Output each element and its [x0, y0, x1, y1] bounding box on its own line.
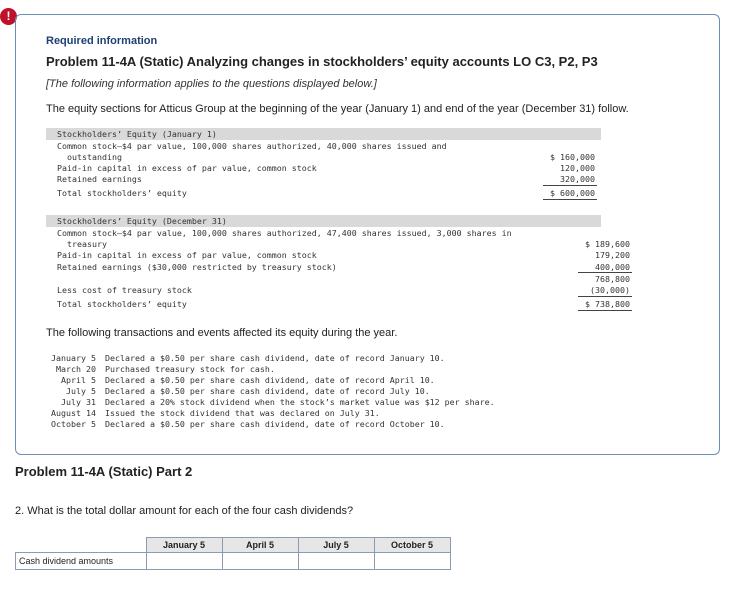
- jan-double-rule: [543, 199, 597, 200]
- jan-retained-label: Retained earnings: [57, 174, 142, 184]
- dec-total-rule: [578, 296, 632, 297]
- answer-table: [15, 537, 451, 570]
- answer-cell-jan5: [146, 553, 222, 570]
- dec-treasury-value: (30,000): [590, 285, 630, 295]
- col-header-jul5: July 5: [298, 538, 374, 553]
- dec-retained-value: 400,000: [595, 262, 630, 272]
- required-info-label: Required information: [46, 35, 158, 47]
- transaction-text: Purchased treasury stock for cash.: [105, 364, 275, 374]
- dec-common-value: $ 189,600: [585, 239, 630, 249]
- transaction-date: July 5: [66, 386, 96, 396]
- jan-total-label: Total stockholders’ equity: [57, 188, 187, 198]
- transaction-text: Declared a $0.50 per share cash dividend, date of record October 10.: [105, 419, 445, 429]
- alert-icon: !: [0, 8, 17, 25]
- question-text: 2. What is the total dollar amount for each of the four cash dividends?: [15, 505, 354, 517]
- dec-paid-in-value: 179,200: [595, 250, 630, 260]
- transaction-date: August 14: [51, 408, 96, 418]
- input-jul5[interactable]: [299, 553, 374, 569]
- answer-cell-oct5: [374, 553, 450, 570]
- dec-retained-label: Retained earnings ($30,000 restricted by treasury stock): [57, 262, 337, 272]
- dec-paid-in-label: Paid-in capital in excess of par value, common stock: [57, 250, 317, 260]
- input-apr5[interactable]: [223, 553, 298, 569]
- row-label-cash-dividend: Cash dividend amounts: [16, 553, 147, 570]
- jan-common-value: $ 160,000: [550, 152, 595, 162]
- transaction-date: January 5: [51, 353, 96, 363]
- jan-common-label-2: outstanding: [67, 152, 122, 162]
- jan-total-value: $ 600,000: [550, 188, 595, 198]
- jan-common-label: Common stock—$4 par value, 100,000 shares authorized, 40,000 shares issued and: [57, 141, 447, 151]
- part-title: Problem 11-4A (Static) Part 2: [15, 464, 193, 479]
- transaction-text: Declared a $0.50 per share cash dividend, date of record July 10.: [105, 386, 430, 396]
- col-header-oct5: October 5: [374, 538, 450, 553]
- jan-paid-in-label: Paid-in capital in excess of par value, common stock: [57, 163, 317, 173]
- dec-total-label: Total stockholders’ equity: [57, 299, 187, 309]
- transaction-text: Declared a $0.50 per share cash dividend, date of record April 10.: [105, 375, 435, 385]
- problem-title: Problem 11-4A (Static) Analyzing changes in stockholders’ equity accounts LO C3, P2, P3: [46, 54, 598, 69]
- dec-treasury-label: Less cost of treasury stock: [57, 285, 192, 295]
- dec-common-label: Common stock—$4 par value, 100,000 shares authorized, 47,400 shares issued, 3,000 shares in: [57, 228, 512, 238]
- dec-subtotal-value: 768,800: [595, 274, 630, 284]
- dec-header: Stockholders’ Equity (December 31): [57, 216, 227, 226]
- answer-cell-jul5: [298, 553, 374, 570]
- input-oct5[interactable]: [375, 553, 450, 569]
- info-note: [The following information applies to the questions displayed below.]: [46, 78, 377, 90]
- dec-common-label-2: treasury: [67, 239, 107, 249]
- input-jan5[interactable]: [147, 553, 222, 569]
- transaction-text: Declared a $0.50 per share cash dividend, date of record January 10.: [105, 353, 445, 363]
- jan-retained-value: 320,000: [560, 174, 595, 184]
- col-header-apr5: April 5: [222, 538, 298, 553]
- dec-subtotal-rule: [578, 272, 632, 273]
- jan-total-rule: [543, 185, 597, 186]
- transaction-date: July 31: [61, 397, 96, 407]
- transactions-intro: The following transactions and events affected its equity during the year.: [46, 327, 398, 339]
- jan-paid-in-value: 120,000: [560, 163, 595, 173]
- dec-double-rule: [578, 310, 632, 311]
- answer-cell-apr5: [222, 553, 298, 570]
- transaction-text: Declared a 20% stock dividend when the stock’s market value was $12 per share.: [105, 397, 495, 407]
- transaction-text: Issued the stock dividend that was declared on July 31.: [105, 408, 380, 418]
- transaction-date: October 5: [51, 419, 96, 429]
- jan-header: Stockholders’ Equity (January 1): [57, 129, 217, 139]
- dec-total-value: $ 738,800: [585, 299, 630, 309]
- transaction-date: April 5: [61, 375, 96, 385]
- answer-table-corner: [16, 538, 147, 553]
- transaction-date: March 20: [56, 364, 96, 374]
- col-header-jan5: January 5: [146, 538, 222, 553]
- intro-text: The equity sections for Atticus Group at the beginning of the year (January 1) and end of the year (December 31) follow.: [46, 103, 629, 115]
